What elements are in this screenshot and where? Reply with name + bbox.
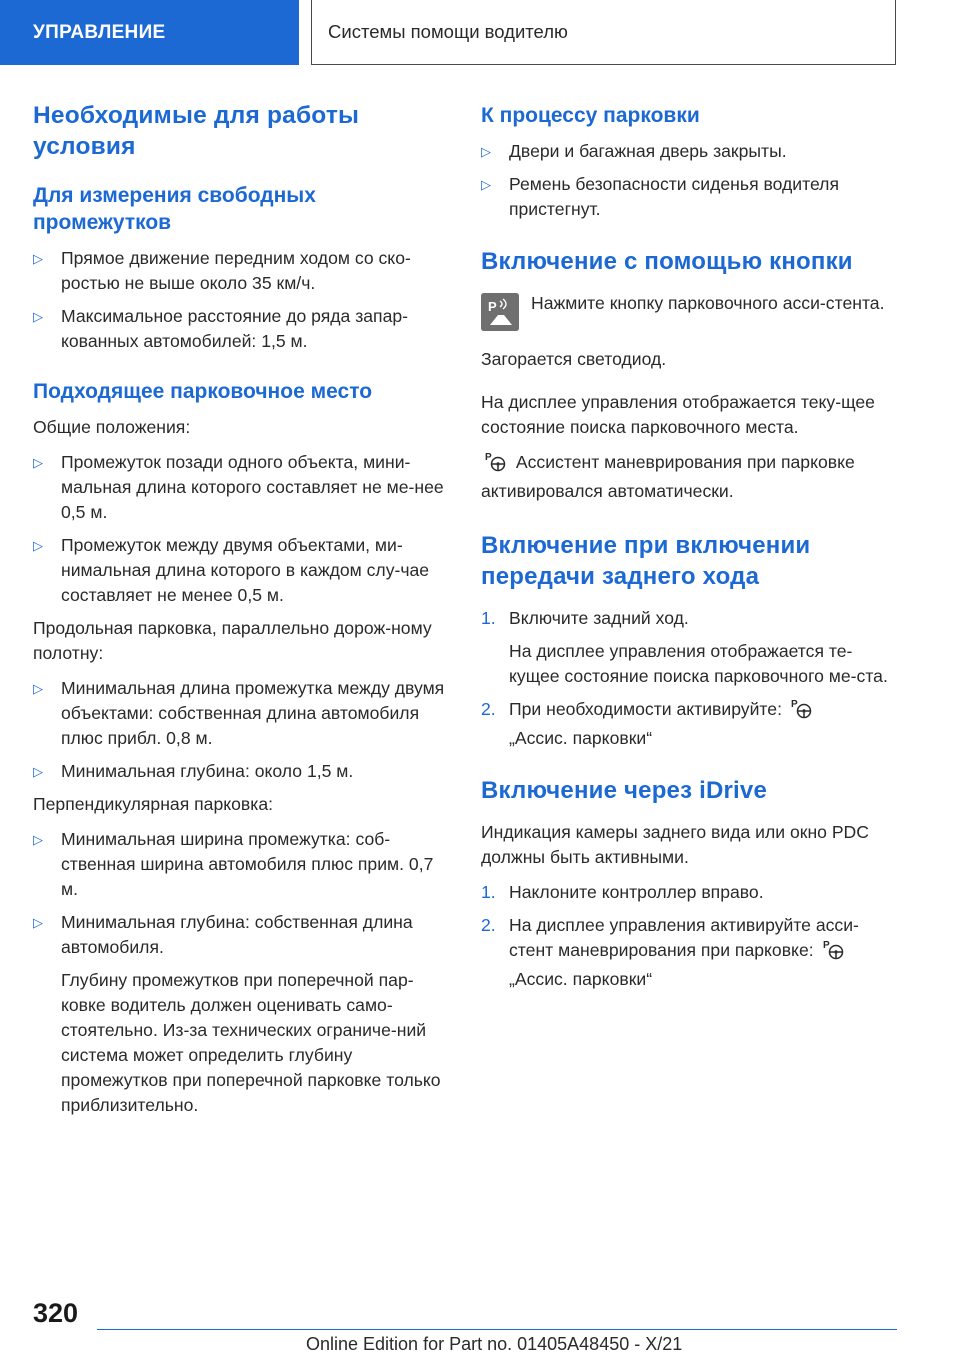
park-assist-steering-icon bbox=[485, 450, 507, 479]
step-item: 2. На дисплее управления активируйте асси-стент маневрирования при парковке: P „Ассис. парковки“ bbox=[481, 915, 859, 989]
triangle-bullet-icon: ▷ bbox=[33, 455, 43, 470]
right-column bbox=[481, 100, 901, 1000]
triangle-bullet-icon: ▷ bbox=[33, 915, 43, 930]
step-item: 2. При необходимости активируйте: P „Ассис. парковки“ bbox=[481, 697, 901, 751]
gaps-list bbox=[33, 246, 448, 354]
button-instruction bbox=[481, 291, 901, 337]
general-label: Общие положения: bbox=[33, 417, 191, 437]
triangle-bullet-icon: ▷ bbox=[481, 144, 491, 159]
left-column bbox=[33, 100, 448, 1126]
activated-text: Ассистент маневрирования при парковке активировался автоматически. bbox=[481, 452, 855, 501]
triangle-bullet-icon: ▷ bbox=[33, 538, 43, 553]
idrive-intro: Индикация камеры заднего вида или окно PDC должны быть активными. bbox=[481, 822, 869, 867]
triangle-bullet-icon: ▷ bbox=[481, 177, 491, 192]
led-text: Загорается светодиод. bbox=[481, 349, 667, 369]
page-number: 320 bbox=[33, 1298, 79, 1328]
triangle-bullet-icon: ▷ bbox=[33, 764, 43, 779]
list-item: ▷ Прямое движение передним ходом со ско-ростью не выше около 35 км/ч. bbox=[33, 248, 411, 293]
section-tab bbox=[0, 0, 299, 65]
press-button-text: Нажмите кнопку парковочного асси-стента. bbox=[531, 293, 885, 313]
park-assist-button-icon bbox=[481, 293, 519, 331]
perpendicular-label: Перпендикулярная парковка: bbox=[33, 794, 274, 814]
step-item: 1. Включите задний ход. На дисплее управления отображается те-кущее состояние поиска парковочного ме-ста. bbox=[481, 608, 888, 686]
gaps-heading: Для измерения свободных промежутков bbox=[33, 184, 316, 234]
park-assist-steering-icon bbox=[791, 697, 813, 726]
list-item: ▷ Промежуток позади одного объекта, мини-мальная длина которого составляет не ме-нее 0,5 м. bbox=[33, 452, 444, 522]
activated-paragraph bbox=[481, 450, 901, 504]
step-item: 1. Наклоните контроллер вправо. bbox=[481, 882, 764, 902]
svg-text:P: P bbox=[488, 299, 497, 314]
parallel-list bbox=[33, 676, 448, 784]
edition-text: Online Edition for Part no. 01405A48450 - X/21 bbox=[306, 1334, 683, 1354]
list-item: ▷ Промежуток между двумя объектами, ми-нимальная длина которого в каждом слу-чае составляет не менее 0,5 м. bbox=[33, 535, 430, 605]
button-heading: Включение с помощью кнопки bbox=[481, 248, 853, 275]
display-text: На дисплее управления отображается теку-щее состояние поиска парковочного места. bbox=[481, 392, 875, 437]
chapter-title: Системы помощи водителю bbox=[328, 21, 568, 42]
list-item: ▷ Минимальная длина промежутка между двумя объектами: собственная длина автомобиля плюс прибл. 0,8 м. bbox=[33, 678, 445, 748]
reverse-heading: Включение при включении передачи заднего хода bbox=[481, 532, 811, 590]
parking-space-heading: Подходящее парковочное место bbox=[33, 380, 373, 403]
perpendicular-note: Глубину промежутков при поперечной пар-ковке водитель должен оценивать само-стоятельно. Из-за технических ограниче-ний система может определить глубину промежутков при поперечной парковке только приблизительно. bbox=[61, 970, 441, 1115]
park-assist-steering-icon bbox=[823, 938, 845, 967]
svg-text:P: P bbox=[485, 452, 492, 463]
parallel-label: Продольная парковка, параллельно дорож-ному полотну: bbox=[33, 618, 432, 663]
list-item: ▷ Максимальное расстояние до ряда запар-кованных автомобилей: 1,5 м. bbox=[33, 306, 408, 351]
triangle-bullet-icon: ▷ bbox=[33, 251, 43, 266]
conditions-heading: Необходимые для работы условия bbox=[33, 102, 360, 160]
svg-text:P: P bbox=[822, 940, 830, 951]
idrive-heading: Включение через iDrive bbox=[481, 777, 768, 804]
process-heading: К процессу парковки bbox=[481, 104, 700, 127]
list-item: ▷ Двери и багажная дверь закрыты. bbox=[481, 139, 901, 164]
list-item: ▷ Ремень безопасности сиденья водителя пристегнут. bbox=[481, 174, 839, 219]
reverse-steps bbox=[481, 606, 901, 751]
perpendicular-list bbox=[33, 827, 448, 1118]
list-item: ▷ Минимальная глубина: около 1,5 м. bbox=[33, 759, 448, 784]
general-list bbox=[33, 450, 448, 608]
idrive-steps bbox=[481, 880, 901, 992]
chapter-header bbox=[311, 0, 896, 65]
triangle-bullet-icon: ▷ bbox=[33, 309, 43, 324]
list-item: ▷ Минимальная ширина промежутка: соб-ственная ширина автомобиля плюс прим. 0,7 м. bbox=[33, 829, 434, 899]
triangle-bullet-icon: ▷ bbox=[33, 681, 43, 696]
process-list bbox=[481, 139, 901, 222]
section-title: УПРАВЛЕНИЕ bbox=[33, 21, 166, 43]
svg-text:P: P bbox=[790, 699, 798, 710]
triangle-bullet-icon: ▷ bbox=[33, 832, 43, 847]
footer-divider bbox=[97, 1329, 897, 1330]
list-item: ▷ Минимальная глубина: собственная длина автомобиля. Глубину промежутков при поперечной пар-ковке водитель должен оценивать само-стоятельно. Из-за технических ограниче-ний система может определить глубину промежутков при поперечной парковке только приблизительно. bbox=[33, 910, 448, 1118]
